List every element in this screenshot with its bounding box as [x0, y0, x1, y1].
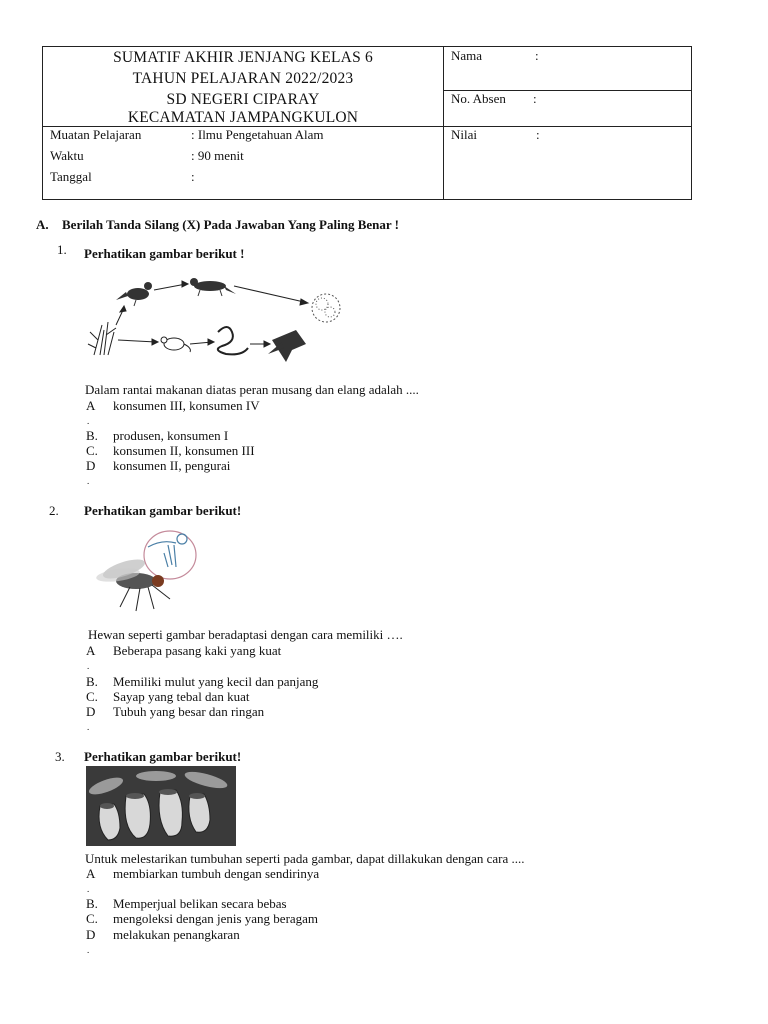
- option-letter: D: [86, 704, 96, 719]
- option-letter: C.: [86, 443, 98, 458]
- option-text[interactable]: konsumen III, konsumen IV: [113, 398, 260, 413]
- nama-label: Nama: [451, 48, 483, 63]
- bird-icon: [116, 282, 152, 306]
- question-text: Dalam rantai makanan diatas peran musang dan elang adalah ....: [85, 382, 419, 397]
- question-heading: Perhatikan gambar berikut!: [84, 503, 242, 518]
- header-title-line: SD NEGERI CIPARAY: [166, 91, 320, 108]
- question-text: Untuk melestarikan tumbuhan seperti pada gambar, dapat dillakukan dengan cara ....: [85, 851, 525, 866]
- option-text[interactable]: konsumen II, pengurai: [113, 458, 231, 473]
- food-chain-image: [86, 270, 348, 370]
- row-label: Waktu: [50, 148, 84, 163]
- header-title-line: SUMATIF AKHIR JENJANG KELAS 6: [113, 49, 373, 66]
- fly-icon: [95, 556, 170, 611]
- option-letter: C.: [86, 689, 98, 704]
- nilai-label: Nilai: [451, 127, 477, 142]
- header-table: [42, 46, 692, 200]
- question-heading: Perhatikan gambar berikut!: [84, 749, 242, 764]
- absen-label: No. Absen: [451, 91, 506, 106]
- civet-icon: [190, 278, 236, 296]
- option-letter: B.: [86, 428, 98, 443]
- option-text[interactable]: Tubuh yang besar dan ringan: [113, 704, 265, 719]
- option-letter: A: [86, 866, 96, 881]
- eagle-icon: [268, 330, 306, 362]
- snake-icon: [218, 327, 248, 354]
- colon: :: [536, 127, 540, 142]
- option-letter: A: [86, 643, 96, 658]
- row-value: : 90 menit: [191, 148, 244, 163]
- question-text: Hewan seperti gambar beradaptasi dengan cara memiliki ….: [88, 627, 403, 642]
- option-letter: D: [86, 927, 96, 942]
- option-dot: .: [87, 416, 90, 426]
- decomposer-icon: [312, 294, 340, 322]
- option-letter: C.: [86, 911, 98, 926]
- option-text[interactable]: Memiliki mulut yang kecil dan panjang: [113, 674, 319, 689]
- row-label: Muatan Pelajaran: [50, 127, 142, 142]
- option-dot: .: [87, 945, 90, 955]
- colon: :: [535, 48, 539, 63]
- option-dot: .: [87, 722, 90, 732]
- option-text[interactable]: konsumen II, konsumen III: [113, 443, 255, 458]
- header-title-line: KECAMATAN JAMPANGKULON: [127, 109, 359, 126]
- option-text[interactable]: Beberapa pasang kaki yang kuat: [113, 643, 282, 658]
- option-letter: B.: [86, 896, 98, 911]
- option-letter: B.: [86, 674, 98, 689]
- row-label: Tanggal: [50, 169, 92, 184]
- colon: :: [533, 91, 537, 106]
- proboscis-icon: [148, 534, 187, 567]
- option-text[interactable]: Sayap yang tebal dan kuat: [113, 689, 250, 704]
- fly-image: [90, 525, 202, 617]
- option-text[interactable]: melakukan penangkaran: [113, 927, 240, 942]
- option-dot: .: [87, 476, 90, 486]
- option-text[interactable]: mengoleksi dengan jenis yang beragam: [113, 911, 319, 926]
- header-title-line: TAHUN PELAJARAN 2022/2023: [132, 70, 354, 87]
- grass-icon: [88, 322, 116, 355]
- option-dot: .: [87, 661, 90, 671]
- section-instruction: Berilah Tanda Silang (X) Pada Jawaban Yang Paling Benar !: [62, 217, 399, 232]
- option-text[interactable]: produsen, konsumen I: [113, 428, 229, 443]
- question-number: 2.: [49, 503, 59, 518]
- section-letter: A.: [36, 217, 49, 232]
- question-number: 1.: [57, 242, 67, 257]
- divider: [443, 47, 444, 199]
- pitcher-plant-image: [86, 766, 236, 846]
- option-dot: .: [87, 884, 90, 894]
- question-number: 3.: [55, 749, 65, 764]
- mouse-icon: [161, 337, 190, 352]
- option-letter: D: [86, 458, 96, 473]
- option-text[interactable]: membiarkan tumbuh dengan sendirinya: [113, 866, 320, 881]
- option-letter: A: [86, 398, 96, 413]
- row-value: : Ilmu Pengetahuan Alam: [191, 127, 324, 142]
- row-value: :: [191, 169, 195, 184]
- option-text[interactable]: Memperjual belikan secara bebas: [113, 896, 287, 911]
- question-heading: Perhatikan gambar berikut !: [84, 246, 245, 261]
